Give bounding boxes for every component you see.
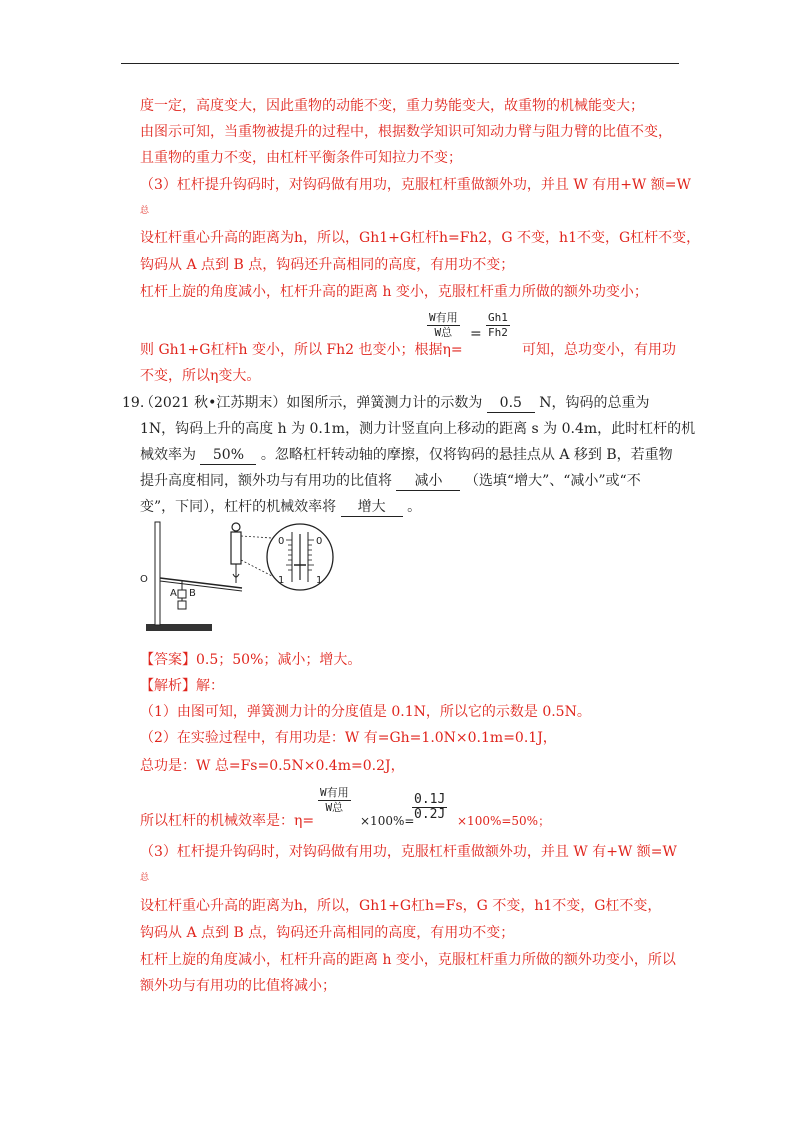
hook-weight-bottom bbox=[178, 601, 186, 609]
prev-line-4: （3）杠杆提升钩码时，对钩码做有用功，克服杠杆重做额外功，并且 W 有用+W 额=W bbox=[140, 177, 691, 193]
answer-blank-4: 增大 bbox=[341, 498, 403, 517]
label-point-a: A bbox=[170, 588, 177, 599]
hook-weight-top bbox=[178, 590, 186, 598]
prev-line-5: 设杠杆重心升高的距离为h，所以，Gh1+G杠杆h=Fh2，G 不变，h1不变，G杠杆不变， bbox=[140, 230, 701, 246]
answer-blank-1: 0.5 bbox=[487, 394, 535, 413]
scale-ring bbox=[232, 523, 240, 531]
prev-line-9: 不变，所以η变大。 bbox=[140, 368, 261, 384]
scale-label-top-left: 0 bbox=[278, 536, 285, 547]
analysis-line-8: 杠杆上旋的角度减小，杠杆升高的距离 h 变小，克服杠杆重力所做的额外功变小，所以 bbox=[140, 952, 676, 968]
scale-label-bottom-right: 1 bbox=[316, 575, 323, 586]
analysis-line-9: 额外功与有用功的比值将减小； bbox=[140, 978, 336, 994]
question-line-5: 变”，下同），杠杆的机械效率将 增大 。 bbox=[140, 499, 422, 515]
analysis-line-4b: ×100%= bbox=[360, 814, 415, 828]
prev-line-6: 钩码从 A 点到 B 点，钩码还升高相同的高度，有用功不变； bbox=[140, 257, 515, 273]
answer-tag: 【答案】 bbox=[140, 652, 196, 668]
fraction-denominator: W总 bbox=[427, 325, 460, 340]
prev-line-8a: 则 Gh1+G杠杆h 变小，所以 Fh2 也变小；根据η= bbox=[140, 342, 463, 358]
prev-line-4b: 总 bbox=[140, 206, 150, 216]
prev-line-3: 且重物的重力不变，由杠杆平衡条件可知拉力不变； bbox=[140, 150, 462, 166]
analysis-line-6: 设杠杆重心升高的距离为h，所以，Gh1+G杠h=Fs，G 不变，h1不变，G杠不变， bbox=[140, 898, 662, 914]
formula-work-fraction bbox=[412, 793, 447, 822]
fraction-numerator: Gh1 bbox=[488, 311, 508, 324]
prev-line-8b: 可知，总功变小，有用功 bbox=[522, 342, 676, 358]
formula-gh-fh-fraction bbox=[486, 311, 510, 340]
fraction-numerator: 0.1J bbox=[414, 792, 446, 807]
analysis-line-1: （1）由图可知，弹簧测力计的分度值是 0.1N，所以它的示数是 0.5N。 bbox=[140, 704, 591, 720]
fraction-denominator: W总 bbox=[318, 800, 351, 815]
analysis-line-4c: ×100%=50%； bbox=[457, 814, 551, 828]
fraction-denominator: Fh2 bbox=[488, 326, 508, 339]
question-number: 19. bbox=[122, 395, 145, 411]
formula-efficiency-fraction-2 bbox=[318, 786, 351, 815]
stand-rod bbox=[155, 522, 160, 625]
scale-label-top-right: 0 bbox=[316, 536, 323, 547]
analysis-line-2: （2）在实验过程中，有用功是：W 有=Gh=1.0N×0.1m=0.1J， bbox=[140, 730, 557, 746]
prev-line-1: 度一定，高度变大，因此重物的动能不变，重力势能变大，故重物的机械能变大； bbox=[140, 98, 644, 114]
analysis-line-3: 总功是：W 总=Fs=0.5N×0.4m=0.2J， bbox=[140, 758, 405, 774]
label-point-b: B bbox=[189, 588, 196, 599]
analysis-line-5b: 总 bbox=[140, 873, 150, 883]
answer-blank-2: 50% bbox=[200, 446, 256, 465]
formula-efficiency-fraction bbox=[427, 311, 460, 340]
question-line-4: 提升高度相同，额外功与有用功的比值将 减小 （选填“增大”、“减小”或“不 bbox=[140, 473, 641, 489]
lever-apparatus-figure bbox=[140, 520, 340, 635]
analysis-line-7: 钩码从 A 点到 B 点，钩码还升高相同的高度，有用功不变； bbox=[140, 925, 515, 941]
fraction-numerator: W有用 bbox=[320, 786, 349, 799]
analysis-line-5: （3）杠杆提升钩码时，对钩码做有用功，克服杠杆重做额外功，并且 W 有+W 额=W bbox=[140, 844, 677, 860]
question-line-3: 械效率为 50% 。忽略杠杆转动轴的摩擦，仅将钩码的悬挂点从 A 移到 B，若重物 bbox=[140, 447, 673, 463]
analysis-line-4a: 所以杠杆的机械效率是：η= bbox=[140, 813, 315, 829]
spring-scale bbox=[231, 532, 241, 564]
answer-text: 0.5；50%；减小；增大。 bbox=[196, 652, 362, 668]
scale-label-bottom-left: 1 bbox=[278, 575, 285, 586]
analysis-heading: 【解析】解： bbox=[140, 678, 224, 694]
answer-blank-3: 减小 bbox=[396, 472, 460, 491]
answer-line bbox=[140, 651, 361, 669]
label-pivot-o: O bbox=[140, 574, 148, 585]
prev-line-2: 由图示可知，当重物被提升的过程中，根据数学知识可知动力臂与阻力臂的比值不变， bbox=[140, 124, 672, 140]
prev-line-7: 杠杆上旋的角度减小，杠杆升高的距离 h 变小，克服杠杆重力所做的额外功变小； bbox=[140, 284, 648, 300]
analysis-tag: 【解析】 bbox=[140, 678, 196, 694]
question-line-2: 1N，钩码上升的高度 h 为 0.1m，测力计竖直向上移动的距离 s 为 0.4m，此时杠杆的机 bbox=[140, 421, 696, 437]
question-line-1: （2021 秋•江苏期末）如图所示，弹簧测力计的示数为 0.5 N，钩码的总重为 bbox=[140, 395, 650, 411]
fraction-numerator: W有用 bbox=[429, 311, 458, 324]
document-page: 度一定，高度变大，因此重物的动能不变，重力势能变大，故重物的机械能变大； 由图示可知，当重物被提升的过程中，根据数学知识可知动力臂与阻力臂的比值不变， 且重物的重力不变，由杠杆平衡条件可知拉力不变； （3）杠杆提升钩码时，对钩码做有用功，克服杠杆重做额外功，并且 W 有用+W 额=W 总 设杠杆重心升高的距离为h，所以，Gh1+G杠杆h=Fh2，G 不变，h1不变，G杠杆不变， 钩码从 A 点到 B 点，钩码还升高相同的高度，有用功不变； 杠杆上旋的角度减小，杠杆升高的距离 h 变小，克服杠杆重力所做的额外功变小； W有用 W总 = $\frac{Gh1}{Fh2}$ 则 Gh1+G杠杆h 变小，所以 Fh2 也变小；根据η= 可知，总功变小，有用功 不变，所以η变大。 19. （2021 秋•江苏期末）如图所示，弹簧测力计的示数为 0.5 N，钩码的总重为 1N，钩码上升的高度 h 为 0.1m，测力计竖直向上移动的距离 s 为 0.4m，此时杠杆的机 械效率为 50% 。忽略杠杆转动轴的摩擦，仅将钩码的悬挂点从 A 移到 B，若重物 提升高度相同，额外功与有用功的比值将 减小 （选填“增大”、“减小”或“不 变”，下同），杠杆的机械效率将 增大 。 0 0 1 1 O A B 【答案】0.5；50%；减小；增大。 【解析】解： （1）由图可知，弹簧测力计的分度值是 0.1N，所以它的示数是 0.5N。 （2）在实验过程中，有用功是：W 有=Gh=1.0N×0.1m=0.1J， 总功是：W 总=Fs=0.5N×0.4m=0.2J， W有用 W总 $\frac{0.1J}{0.2J}$ 所以杠杆的机械效率是：η= ×100%= ×100%=50%； （3）杠杆提升钩码时，对钩码做有用功，克服杠杆重做额外功，并且 W 有+W 额=W 总 设杠杆重心升高的距离为h，所以，Gh1+G杠h=Fs，G 不变，h1不变，G杠不变， 钩码从 A 点到 B 点，钩码还升高相同的高度，有用功不变； 杠杆上旋的角度减小，杠杆升高的距离 h 变小，克服杠杆重力所做的额外功变小，所以 额外功与有用功的比值将减小； bbox=[122, 98, 701, 994]
fraction-denominator: 0.2J bbox=[414, 807, 446, 822]
